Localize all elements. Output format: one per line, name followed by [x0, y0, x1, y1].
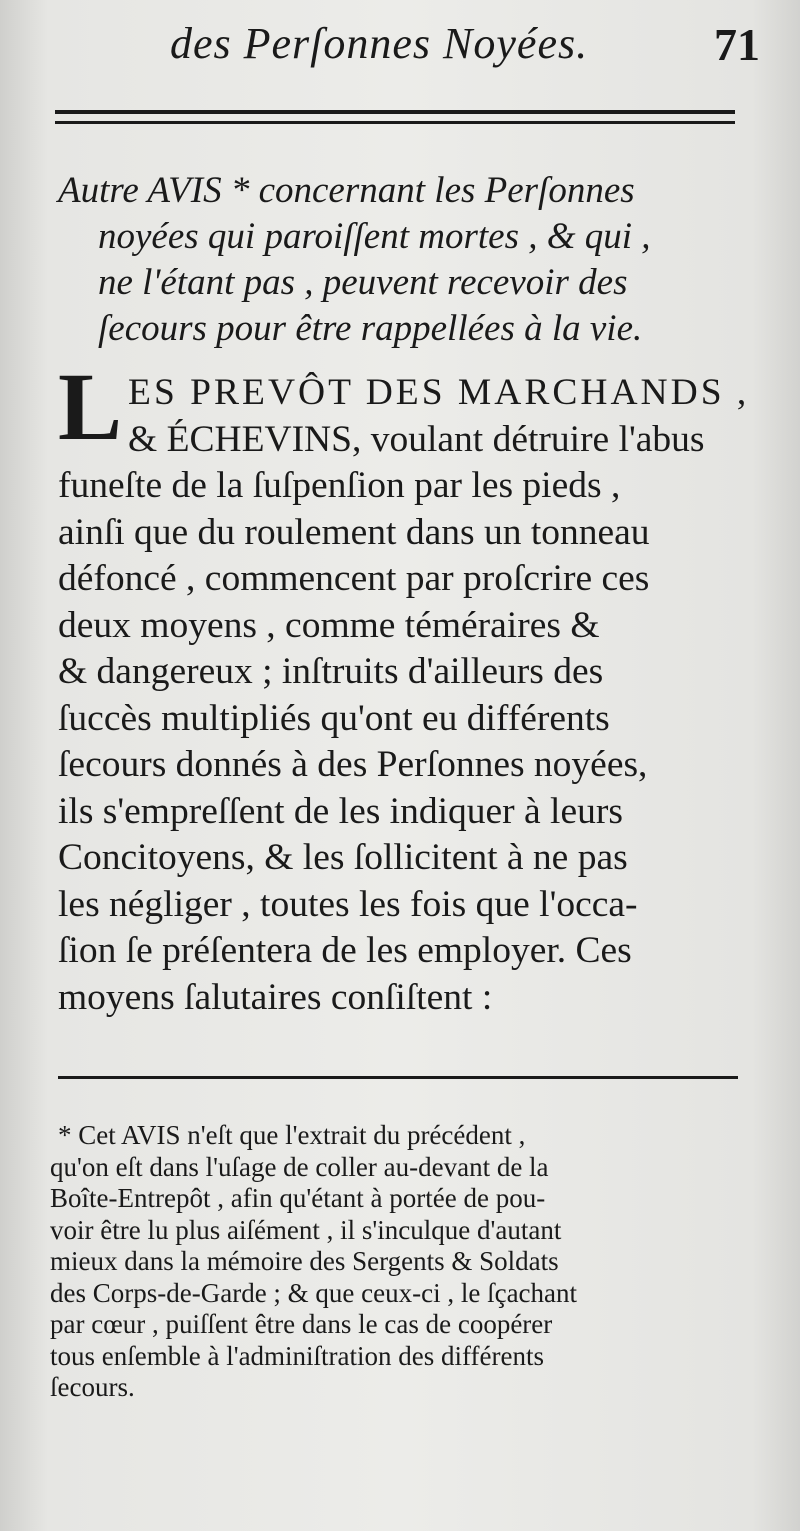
heading-line: ne l'étant pas , peuvent recevoir des [98, 262, 628, 303]
footnote-line: voir être lu plus aiſément , il s'inculque d'autant [50, 1214, 562, 1245]
footnote-line: mieux dans la mémoire des Sergents & Soldats [50, 1246, 559, 1276]
body-line: Concitoyens, & les ſollicitent à ne pas [58, 837, 628, 878]
footnote [50, 1120, 770, 1404]
body-line: ſion ſe préſentera de les employer. Ces [58, 930, 632, 971]
footnote-line: tous enſemble à l'adminiſtration des différents [50, 1340, 544, 1371]
heading-line: ſecours pour être rappellées à la vie. [98, 308, 643, 349]
body-line: ſuccès multipliés qu'ont eu différents [58, 697, 610, 739]
footnote-line: des Corps-de-Garde ; & que ceux-ci , le ſçachant [50, 1277, 578, 1308]
footnote-line: par cœur , puiſſent être dans le cas de coopérer [50, 1309, 553, 1339]
body-line: ils s'empreſſent de les indiquer à leurs [58, 790, 623, 832]
body-line: funeſte de la ſuſpenſion par les pieds , [58, 465, 621, 506]
header-rule [55, 110, 735, 124]
heading-line: Autre AVIS * concernant les Perſonnes [58, 170, 635, 211]
footnote-line: qu'on eſt dans l'uſage de coller au-devant de la [50, 1151, 549, 1182]
footnote-line: ſecours. [50, 1372, 135, 1402]
body-line: défoncé , commencent par proſcrire ces [58, 558, 650, 599]
body-line: & dangereux ; inſtruits d'ailleurs des [58, 651, 604, 692]
body-line: ainſi que du roulement dans un tonneau [58, 511, 650, 553]
section-heading [58, 168, 768, 352]
heading-line: noyées qui paroiſſent mortes , & qui , [98, 216, 651, 257]
body-line: les négliger , toutes les fois que l'occa- [58, 883, 638, 925]
body-line: deux moyens , comme téméraires & [58, 604, 600, 646]
drop-capital: L [58, 353, 123, 460]
page-header [170, 18, 770, 78]
footnote-line: Boîte-Entrepôt , afin qu'étant à portée de pou- [50, 1183, 546, 1213]
body-paragraph [58, 353, 768, 1021]
body-line: ES PREVÔT DES MARCHANDS , [128, 372, 750, 413]
body-line: moyens ſalutaires conſiſtent : [58, 976, 493, 1018]
body-line: ſecours donnés à des Perſonnes noyées, [58, 744, 648, 785]
footnote-line: * Cet AVIS n'eſt que l'extrait du précédent , [58, 1120, 526, 1150]
running-title: des Perſonnes Noyées. [170, 19, 589, 68]
footnote-rule [58, 1076, 738, 1079]
body-line: & ÉCHEVINS, voulant détruire l'abus [128, 418, 705, 460]
page-number: 71 [714, 19, 760, 70]
